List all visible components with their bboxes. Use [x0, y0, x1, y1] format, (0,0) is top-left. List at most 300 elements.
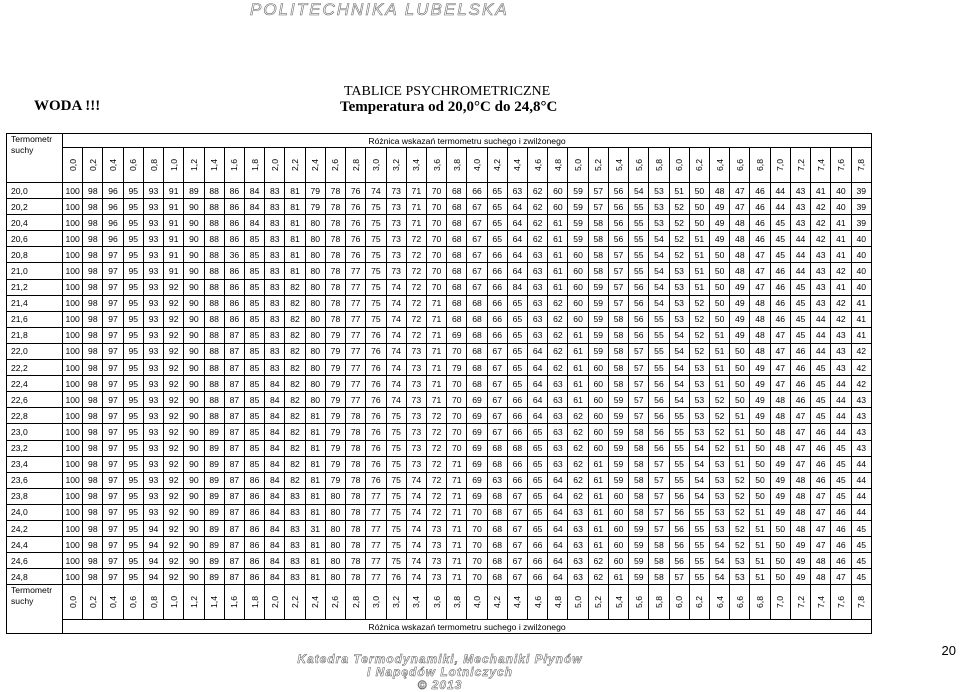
humidity-cell: 58 — [608, 376, 628, 392]
humidity-cell: 42 — [811, 199, 831, 215]
humidity-cell: 52 — [689, 295, 709, 311]
humidity-cell: 98 — [83, 472, 103, 488]
humidity-cell: 48 — [770, 408, 790, 424]
humidity-cell: 50 — [689, 183, 709, 199]
humidity-cell: 81 — [285, 247, 305, 263]
humidity-cell: 49 — [750, 392, 770, 408]
humidity-cell: 97 — [103, 537, 123, 553]
humidity-cell: 60 — [548, 183, 568, 199]
humidity-cell: 47 — [811, 520, 831, 536]
humidity-cell: 82 — [285, 472, 305, 488]
humidity-cell: 72 — [406, 295, 426, 311]
humidity-cell: 47 — [811, 537, 831, 553]
humidity-cell: 84 — [265, 504, 285, 520]
humidity-cell: 90 — [184, 263, 204, 279]
humidity-cell: 89 — [204, 424, 224, 440]
difference-header — [224, 585, 244, 620]
humidity-cell: 59 — [629, 537, 649, 553]
humidity-cell: 65 — [528, 520, 548, 536]
humidity-cell: 98 — [83, 537, 103, 553]
humidity-cell: 79 — [325, 408, 345, 424]
humidity-cell: 62 — [548, 311, 568, 327]
humidity-cell: 92 — [164, 569, 184, 585]
humidity-cell: 87 — [224, 343, 244, 359]
humidity-cell: 92 — [164, 440, 184, 456]
humidity-cell: 81 — [285, 183, 305, 199]
humidity-cell: 64 — [507, 199, 527, 215]
humidity-cell: 50 — [730, 392, 750, 408]
difference-value: 4,8 — [552, 159, 563, 171]
humidity-cell: 59 — [588, 279, 608, 295]
humidity-cell: 50 — [770, 569, 790, 585]
difference-header — [831, 148, 851, 183]
humidity-cell: 77 — [366, 537, 386, 553]
humidity-cell: 73 — [406, 360, 426, 376]
humidity-cell: 65 — [507, 311, 527, 327]
humidity-cell: 62 — [548, 360, 568, 376]
humidity-cell: 90 — [184, 279, 204, 295]
humidity-cell: 98 — [83, 360, 103, 376]
humidity-cell: 43 — [790, 215, 810, 231]
dry-bulb-temperature: 23,4 — [7, 456, 63, 472]
difference-header — [548, 585, 568, 620]
humidity-cell: 87 — [224, 520, 244, 536]
humidity-cell: 74 — [406, 504, 426, 520]
humidity-cell: 98 — [83, 279, 103, 295]
humidity-cell: 84 — [265, 488, 285, 504]
humidity-cell: 53 — [669, 311, 689, 327]
humidity-cell: 48 — [790, 504, 810, 520]
humidity-cell: 65 — [528, 424, 548, 440]
dry-bulb-temperature: 24,2 — [7, 520, 63, 536]
humidity-cell: 74 — [386, 279, 406, 295]
humidity-cell: 84 — [265, 456, 285, 472]
humidity-cell: 68 — [447, 295, 467, 311]
humidity-cell: 78 — [325, 311, 345, 327]
difference-value: 4,4 — [512, 596, 523, 609]
difference-value: 5,4 — [613, 596, 624, 609]
humidity-cell: 44 — [790, 231, 810, 247]
humidity-cell: 83 — [265, 247, 285, 263]
humidity-cell: 40 — [851, 279, 871, 295]
humidity-cell: 70 — [447, 424, 467, 440]
humidity-cell: 44 — [851, 472, 871, 488]
humidity-cell: 66 — [487, 263, 507, 279]
humidity-cell: 87 — [224, 488, 244, 504]
humidity-cell: 98 — [83, 553, 103, 569]
humidity-cell: 90 — [184, 569, 204, 585]
difference-value: 3,6 — [431, 596, 442, 609]
dry-bulb-temperature: 22,2 — [7, 360, 63, 376]
humidity-cell: 68 — [447, 183, 467, 199]
humidity-cell: 66 — [507, 472, 527, 488]
humidity-cell: 75 — [386, 504, 406, 520]
humidity-cell: 58 — [608, 311, 628, 327]
humidity-cell: 93 — [143, 295, 163, 311]
humidity-cell: 87 — [224, 569, 244, 585]
humidity-cell: 73 — [426, 520, 446, 536]
humidity-cell: 89 — [204, 569, 224, 585]
humidity-cell: 74 — [366, 183, 386, 199]
humidity-cell: 95 — [123, 408, 143, 424]
humidity-cell: 76 — [366, 456, 386, 472]
difference-header — [770, 585, 790, 620]
humidity-cell: 98 — [83, 408, 103, 424]
humidity-cell: 78 — [346, 424, 366, 440]
humidity-cell: 79 — [325, 343, 345, 359]
humidity-cell: 65 — [528, 456, 548, 472]
humidity-cell: 67 — [507, 520, 527, 536]
humidity-cell: 81 — [305, 553, 325, 569]
humidity-cell: 43 — [811, 279, 831, 295]
difference-header — [467, 148, 487, 183]
humidity-cell: 42 — [811, 231, 831, 247]
humidity-cell: 81 — [285, 199, 305, 215]
humidity-cell: 66 — [507, 424, 527, 440]
humidity-cell: 76 — [346, 199, 366, 215]
humidity-cell: 86 — [244, 488, 264, 504]
humidity-cell: 52 — [689, 327, 709, 343]
humidity-cell: 83 — [285, 488, 305, 504]
humidity-cell: 55 — [649, 360, 669, 376]
table-row — [7, 311, 872, 327]
humidity-cell: 75 — [386, 424, 406, 440]
difference-value: 0,0 — [67, 596, 78, 609]
humidity-cell: 83 — [285, 537, 305, 553]
humidity-cell: 77 — [366, 520, 386, 536]
footer-line-2: I Napędów Lotniczych — [366, 665, 513, 679]
difference-value: 5,6 — [633, 159, 644, 171]
difference-header — [669, 148, 689, 183]
humidity-cell: 85 — [244, 295, 264, 311]
humidity-cell: 80 — [305, 295, 325, 311]
humidity-cell: 55 — [629, 263, 649, 279]
humidity-cell: 69 — [447, 327, 467, 343]
corner-label-line: Termometr — [11, 134, 53, 144]
humidity-cell: 100 — [63, 327, 83, 343]
humidity-cell: 95 — [123, 488, 143, 504]
difference-value: 2,6 — [330, 596, 341, 609]
humidity-cell: 44 — [831, 376, 851, 392]
humidity-cell: 64 — [548, 537, 568, 553]
humidity-cell: 83 — [265, 215, 285, 231]
humidity-cell: 80 — [305, 231, 325, 247]
humidity-cell: 54 — [649, 295, 669, 311]
humidity-cell: 92 — [164, 392, 184, 408]
humidity-cell: 39 — [851, 215, 871, 231]
dry-bulb-temperature: 24,6 — [7, 553, 63, 569]
humidity-cell: 83 — [265, 343, 285, 359]
humidity-cell: 57 — [649, 488, 669, 504]
humidity-cell: 83 — [265, 360, 285, 376]
humidity-cell: 61 — [548, 279, 568, 295]
difference-value: 7,4 — [815, 159, 826, 171]
humidity-cell: 67 — [507, 488, 527, 504]
humidity-cell: 80 — [305, 327, 325, 343]
humidity-cell: 57 — [669, 569, 689, 585]
humidity-cell: 54 — [649, 247, 669, 263]
humidity-cell: 58 — [649, 569, 669, 585]
humidity-cell: 88 — [204, 360, 224, 376]
humidity-cell: 65 — [507, 360, 527, 376]
humidity-cell: 59 — [568, 215, 588, 231]
humidity-cell: 76 — [346, 183, 366, 199]
humidity-cell: 41 — [811, 183, 831, 199]
humidity-cell: 85 — [244, 327, 264, 343]
humidity-cell: 58 — [629, 424, 649, 440]
humidity-cell: 92 — [164, 295, 184, 311]
dry-bulb-temperature: 20,4 — [7, 215, 63, 231]
humidity-cell: 82 — [285, 424, 305, 440]
difference-value: 5,0 — [573, 159, 584, 171]
humidity-cell: 58 — [649, 537, 669, 553]
difference-header — [265, 148, 285, 183]
humidity-cell: 45 — [790, 311, 810, 327]
humidity-cell: 90 — [184, 376, 204, 392]
humidity-cell: 46 — [831, 537, 851, 553]
difference-value: 6,8 — [755, 159, 766, 171]
humidity-cell: 78 — [346, 504, 366, 520]
humidity-cell: 90 — [184, 199, 204, 215]
humidity-cell: 97 — [103, 311, 123, 327]
humidity-cell: 60 — [588, 440, 608, 456]
difference-value: 4,8 — [552, 596, 563, 609]
humidity-cell: 41 — [831, 231, 851, 247]
humidity-cell: 55 — [689, 520, 709, 536]
humidity-cell: 67 — [507, 504, 527, 520]
humidity-cell: 83 — [265, 263, 285, 279]
humidity-cell: 59 — [608, 424, 628, 440]
humidity-cell: 93 — [143, 424, 163, 440]
humidity-cell: 74 — [406, 569, 426, 585]
humidity-cell: 100 — [63, 199, 83, 215]
humidity-cell: 59 — [629, 569, 649, 585]
humidity-cell: 44 — [851, 504, 871, 520]
humidity-cell: 62 — [568, 440, 588, 456]
table-row — [7, 376, 872, 392]
humidity-cell: 50 — [750, 424, 770, 440]
humidity-cell: 64 — [507, 263, 527, 279]
humidity-cell: 72 — [426, 424, 446, 440]
humidity-cell: 87 — [224, 424, 244, 440]
humidity-cell: 94 — [143, 520, 163, 536]
humidity-cell: 95 — [123, 360, 143, 376]
humidity-cell: 71 — [447, 569, 467, 585]
humidity-cell: 62 — [528, 199, 548, 215]
table-row — [7, 199, 872, 215]
humidity-cell: 88 — [204, 311, 224, 327]
humidity-cell: 51 — [750, 569, 770, 585]
humidity-cell: 48 — [730, 247, 750, 263]
difference-header — [265, 585, 285, 620]
table-row — [7, 231, 872, 247]
humidity-cell: 87 — [224, 376, 244, 392]
humidity-cell: 93 — [143, 311, 163, 327]
humidity-cell: 50 — [750, 488, 770, 504]
humidity-cell: 81 — [285, 231, 305, 247]
humidity-cell: 98 — [83, 311, 103, 327]
humidity-cell: 69 — [467, 424, 487, 440]
difference-value: 4,0 — [471, 159, 482, 171]
difference-header — [325, 585, 345, 620]
humidity-cell: 97 — [103, 456, 123, 472]
dry-bulb-temperature: 23,0 — [7, 424, 63, 440]
humidity-cell: 79 — [325, 456, 345, 472]
difference-header — [406, 148, 426, 183]
humidity-cell: 63 — [548, 376, 568, 392]
humidity-cell: 90 — [184, 504, 204, 520]
humidity-cell: 68 — [487, 504, 507, 520]
humidity-cell: 74 — [386, 295, 406, 311]
humidity-cell: 53 — [689, 392, 709, 408]
humidity-cell: 93 — [143, 199, 163, 215]
humidity-cell: 76 — [366, 424, 386, 440]
humidity-cell: 74 — [386, 343, 406, 359]
humidity-cell: 59 — [568, 231, 588, 247]
humidity-cell: 49 — [750, 376, 770, 392]
humidity-cell: 64 — [548, 569, 568, 585]
humidity-cell: 79 — [325, 360, 345, 376]
humidity-cell: 71 — [447, 472, 467, 488]
humidity-cell: 79 — [305, 183, 325, 199]
humidity-cell: 63 — [548, 408, 568, 424]
table-row — [7, 488, 872, 504]
humidity-cell: 86 — [244, 553, 264, 569]
humidity-cell: 45 — [851, 569, 871, 585]
psychrometric-table — [6, 133, 872, 634]
humidity-cell: 56 — [649, 392, 669, 408]
humidity-cell: 57 — [649, 504, 669, 520]
humidity-cell: 57 — [629, 392, 649, 408]
humidity-cell: 54 — [629, 183, 649, 199]
humidity-cell: 90 — [184, 424, 204, 440]
difference-header — [285, 585, 305, 620]
dry-bulb-temperature: 23,6 — [7, 472, 63, 488]
humidity-cell: 56 — [649, 376, 669, 392]
difference-value: 7,8 — [856, 159, 867, 171]
difference-value: 5,2 — [593, 159, 604, 171]
humidity-cell: 97 — [103, 295, 123, 311]
difference-header — [831, 585, 851, 620]
humidity-cell: 63 — [548, 440, 568, 456]
humidity-cell: 55 — [689, 553, 709, 569]
humidity-cell: 96 — [103, 199, 123, 215]
difference-value: 6,8 — [755, 596, 766, 609]
difference-header — [285, 148, 305, 183]
humidity-cell: 71 — [426, 392, 446, 408]
table-row — [7, 456, 872, 472]
humidity-cell: 98 — [83, 424, 103, 440]
humidity-cell: 63 — [528, 327, 548, 343]
difference-header — [224, 148, 244, 183]
humidity-cell: 100 — [63, 488, 83, 504]
humidity-cell: 60 — [608, 520, 628, 536]
humidity-cell: 52 — [669, 215, 689, 231]
humidity-cell: 54 — [649, 279, 669, 295]
humidity-cell: 44 — [851, 456, 871, 472]
humidity-cell: 75 — [366, 311, 386, 327]
humidity-cell: 78 — [325, 199, 345, 215]
humidity-cell: 97 — [103, 343, 123, 359]
humidity-cell: 84 — [244, 215, 264, 231]
humidity-cell: 62 — [568, 488, 588, 504]
humidity-cell: 45 — [851, 520, 871, 536]
humidity-cell: 73 — [426, 569, 446, 585]
humidity-cell: 67 — [467, 263, 487, 279]
humidity-cell: 70 — [426, 183, 446, 199]
difference-header — [528, 585, 548, 620]
humidity-cell: 95 — [123, 215, 143, 231]
humidity-cell: 98 — [83, 569, 103, 585]
difference-header — [730, 585, 750, 620]
humidity-cell: 64 — [528, 392, 548, 408]
difference-header — [649, 585, 669, 620]
humidity-cell: 87 — [224, 327, 244, 343]
humidity-cell: 60 — [588, 360, 608, 376]
humidity-cell: 84 — [265, 424, 285, 440]
humidity-cell: 53 — [730, 553, 750, 569]
difference-header — [548, 148, 568, 183]
humidity-cell: 84 — [265, 376, 285, 392]
humidity-cell: 47 — [770, 376, 790, 392]
humidity-cell: 89 — [204, 488, 224, 504]
humidity-cell: 49 — [770, 504, 790, 520]
humidity-cell: 66 — [487, 327, 507, 343]
humidity-cell: 96 — [103, 231, 123, 247]
humidity-cell: 97 — [103, 360, 123, 376]
humidity-cell: 54 — [669, 360, 689, 376]
humidity-cell: 49 — [730, 311, 750, 327]
humidity-cell: 80 — [325, 520, 345, 536]
humidity-cell: 60 — [568, 247, 588, 263]
humidity-cell: 42 — [851, 343, 871, 359]
difference-header — [568, 148, 588, 183]
humidity-cell: 61 — [568, 392, 588, 408]
humidity-cell: 61 — [568, 360, 588, 376]
humidity-cell: 90 — [184, 537, 204, 553]
difference-value: 2,4 — [310, 159, 321, 171]
humidity-cell: 50 — [730, 376, 750, 392]
humidity-cell: 93 — [143, 247, 163, 263]
humidity-cell: 76 — [366, 327, 386, 343]
difference-value: 4,0 — [471, 596, 482, 609]
difference-header — [204, 585, 224, 620]
difference-header — [588, 585, 608, 620]
humidity-cell: 90 — [184, 311, 204, 327]
humidity-cell: 94 — [143, 537, 163, 553]
humidity-cell: 64 — [528, 376, 548, 392]
humidity-cell: 69 — [467, 440, 487, 456]
table-row — [7, 569, 872, 585]
humidity-cell: 78 — [346, 553, 366, 569]
humidity-cell: 50 — [730, 343, 750, 359]
humidity-cell: 93 — [143, 408, 163, 424]
humidity-cell: 62 — [548, 327, 568, 343]
humidity-cell: 64 — [507, 215, 527, 231]
humidity-cell: 78 — [325, 263, 345, 279]
humidity-cell: 80 — [325, 553, 345, 569]
humidity-cell: 46 — [750, 183, 770, 199]
humidity-cell: 68 — [467, 360, 487, 376]
difference-header — [123, 148, 143, 183]
humidity-cell: 58 — [588, 231, 608, 247]
humidity-cell: 66 — [487, 311, 507, 327]
difference-header — [83, 585, 103, 620]
humidity-cell: 58 — [629, 504, 649, 520]
humidity-cell: 68 — [447, 247, 467, 263]
humidity-cell: 70 — [426, 231, 446, 247]
humidity-cell: 50 — [710, 279, 730, 295]
